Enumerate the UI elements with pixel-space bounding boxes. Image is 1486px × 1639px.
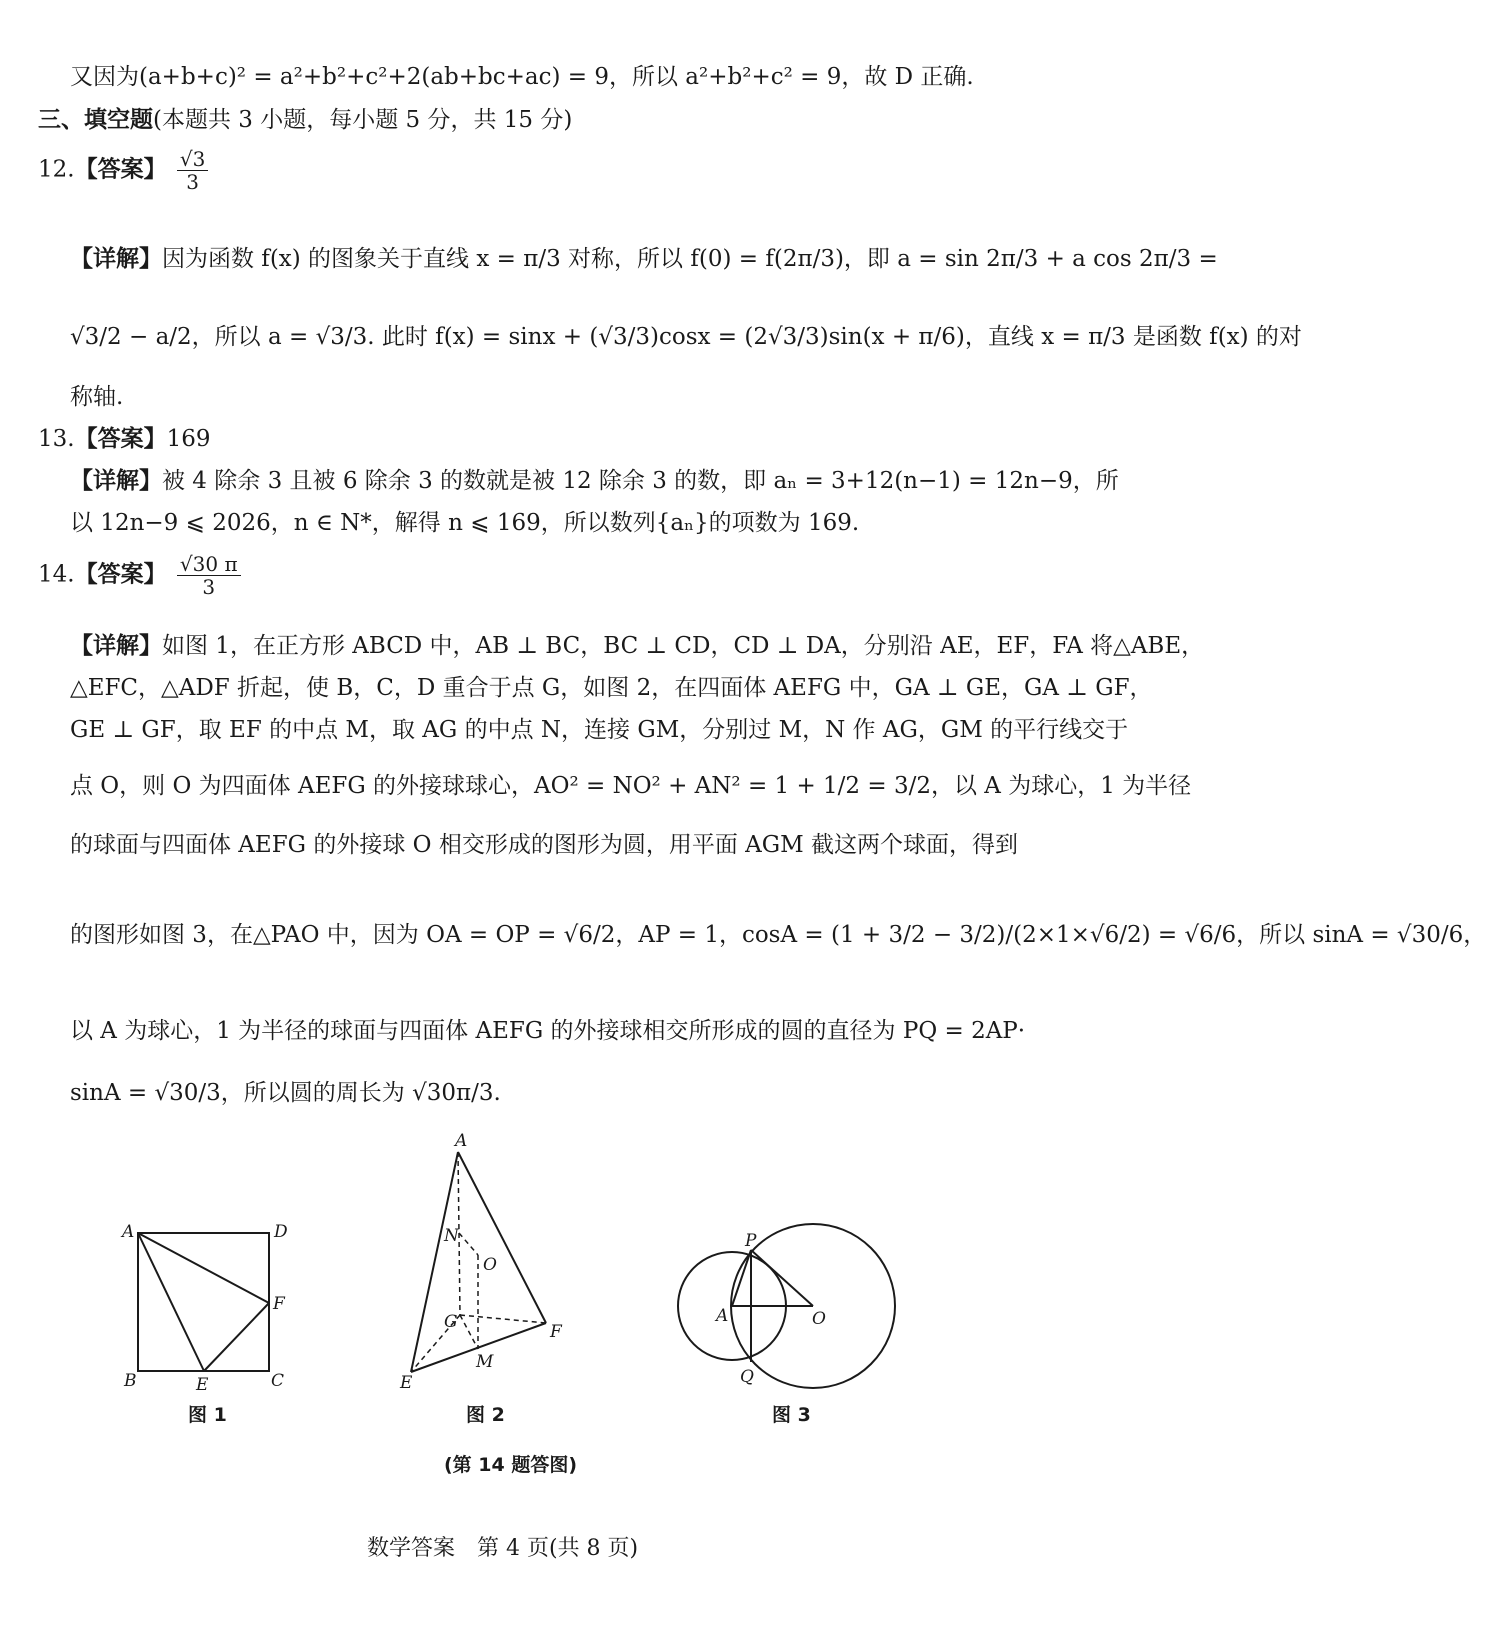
q14-detail-line-4: 点 O，则 O 为四面体 AEFG 的外接球球心，AO² = NO² + AN² = 1 + 1/2 = 3/2，以 A 为球心，1 为半径 xyxy=(70,773,1192,799)
q13-detail-line-2: 以 12n−9 ⩽ 2026，n ∈ N*，解得 n ⩽ 169，所以数列{aₙ}的项数为 169. xyxy=(70,510,860,536)
section-note: (本题共 3 小题，每小题 5 分，共 15 分) xyxy=(153,107,573,133)
fig1-label-a: A xyxy=(122,1222,135,1242)
fig2-label-m: M xyxy=(476,1352,494,1372)
fig2-label-n: N xyxy=(444,1226,459,1246)
section-heading: 三、填空题(本题共 3 小题，每小题 5 分，共 15 分) xyxy=(38,106,573,133)
segment-ap xyxy=(732,1250,751,1306)
q14-answer-fraction: $\frac{√30 \pi}{3}$ xyxy=(177,553,241,598)
fig1-label-b: B xyxy=(124,1371,137,1391)
fig2-label-o: O xyxy=(483,1255,497,1275)
q14-detail-line-5: 的球面与四面体 AEFG 的外接球 O 相交形成的图形为圆，用平面 AGM 截这两个球面，得到 xyxy=(70,832,1018,858)
figure-2-labels xyxy=(399,1131,563,1393)
q12-detail-line-3: 称轴. xyxy=(70,384,124,410)
segment-no xyxy=(459,1233,478,1255)
fig3-label-q: Q xyxy=(740,1367,754,1387)
fig1-label-e: E xyxy=(196,1375,209,1395)
q14-detail-line-3: GE ⊥ GF，取 EF 的中点 M，取 AG 的中点 N，连接 GM，分别过 M，N 作 AG，GM 的平行线交于 xyxy=(70,717,1129,743)
figure-2 xyxy=(411,1152,546,1372)
page-footer: 数学答案 第 4 页(共 8 页) xyxy=(367,1536,639,1561)
q12-answer: 12.【答案】 $\frac{√3}{3}$ xyxy=(38,148,211,193)
edge-ae xyxy=(411,1152,458,1372)
fig3-label-o: O xyxy=(812,1309,826,1329)
fig3-label-p: P xyxy=(745,1231,757,1251)
figures-panel xyxy=(0,1120,1080,1440)
fig2-label-f: F xyxy=(550,1322,562,1342)
fig3-label-a: A xyxy=(716,1306,729,1326)
segment-af xyxy=(138,1233,269,1303)
fig1-label-f: F xyxy=(273,1294,285,1314)
q14-detail-line-2: △EFC，△ADF 折起，使 B，C，D 重合于点 G，如图 2，在四面体 AEFG 中，GA ⊥ GE，GA ⊥ GF， xyxy=(70,675,1153,701)
segment-ae xyxy=(138,1233,204,1371)
figure-1 xyxy=(138,1233,269,1371)
figures-group-caption: (第 14 题答图) xyxy=(444,1454,578,1476)
q14-answer: 14.【答案】 $\frac{√30 \pi}{3}$ xyxy=(38,553,244,598)
q14-detail-line-1: 【详解】如图 1，在正方形 ABCD 中，AB ⊥ BC，BC ⊥ CD，CD ⊥ DA，分别沿 AE，EF，FA 将△ABE， xyxy=(70,632,1205,659)
fig2-label-g: G xyxy=(444,1312,458,1332)
figure-1-caption: 图 1 xyxy=(188,1404,227,1426)
square-abcd xyxy=(138,1233,269,1371)
fig2-label-e: E xyxy=(400,1373,413,1393)
q14-detail-line-8: sinA = √30/3，所以圆的周长为 √30π/3. xyxy=(70,1080,501,1106)
figure-3-caption: 图 3 xyxy=(772,1404,811,1426)
segment-po xyxy=(751,1250,813,1306)
segment-ef xyxy=(204,1303,269,1371)
q12-detail-line-2: √3/2 − a/2，所以 a = √3/3. 此时 f(x) = sinx + (√3/3)cosx = (2√3/3)sin(x + π/6)，直线 x = π/3 是函数 f(x) 的对 xyxy=(70,324,1302,350)
q13-detail-line-1: 【详解】被 4 除余 3 且被 6 除余 3 的数就是被 12 除余 3 的数，即 aₙ = 3+12(n−1) = 12n−9，所 xyxy=(70,467,1119,494)
top-line: 又因为(a+b+c)² = a²+b²+c²+2(ab+bc+ac) = 9，所以 a²+b²+c² = 9，故 D 正确. xyxy=(70,64,974,90)
q12-detail-line-1: 【详解】因为函数 f(x) 的图象关于直线 x = π/3 对称，所以 f(0) = f(2π/3)，即 a = sin 2π/3 + a cos 2π/3 = xyxy=(70,245,1218,272)
fig1-label-c: C xyxy=(271,1371,285,1391)
figure-2-caption: 图 2 xyxy=(466,1404,505,1426)
q14-detail-line-7: 以 A 为球心，1 为半径的球面与四面体 AEFG 的外接球相交所形成的圆的直径为 PQ = 2AP· xyxy=(70,1018,1026,1044)
q13-answer: 13.【答案】169 xyxy=(38,425,211,452)
q14-detail-line-6: 的图形如图 3，在△PAO 中，因为 OA = OP = √6/2，AP = 1，cosA = (1 + 3/2 − 3/2)/(2×1×√6/2) = √6/6，所以 sinA = √30/6， xyxy=(70,922,1486,948)
fig1-label-d: D xyxy=(274,1222,288,1242)
figure-3 xyxy=(678,1224,895,1388)
edge-af xyxy=(458,1152,546,1323)
fig2-label-a: A xyxy=(455,1131,468,1151)
q12-answer-fraction: $\frac{√3}{3}$ xyxy=(177,148,208,193)
segment-gm xyxy=(460,1315,478,1349)
edge-gf xyxy=(460,1315,546,1323)
